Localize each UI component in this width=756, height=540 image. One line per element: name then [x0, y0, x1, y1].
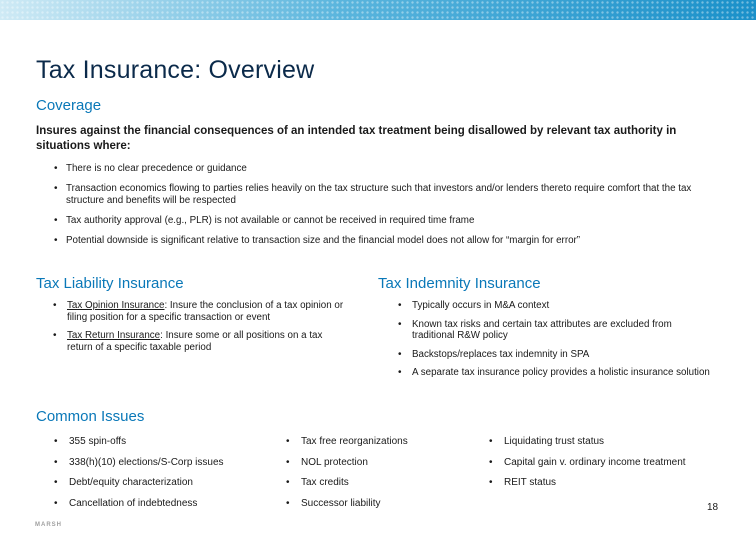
- issue-item: • Debt/equity characterization: [54, 477, 274, 498]
- page-number: 18: [707, 502, 719, 513]
- coverage-intro: Insures against the financial consequences of an intended tax treatment being disallowed by relevant tax authority in situations where:: [36, 125, 677, 152]
- coverage-bullets: [54, 163, 714, 255]
- tax-liability-heading: Tax Liability Insurance: [36, 275, 184, 292]
- coverage-bullet: • Transaction economics flowing to parties relies heavily on the tax structure such that investors and/or lenders thereto require comfort that the tax structure and benefits will be respected: [54, 183, 714, 207]
- band-pattern: [0, 0, 756, 20]
- issue-item: • 338(h)(10) elections/S-Corp issues: [54, 457, 274, 478]
- marsh-logo: MARSH: [35, 522, 62, 528]
- tax-indemnity-item: • A separate tax insurance policy provides a holistic insurance solution: [395, 367, 715, 379]
- common-issues-heading: Common Issues: [36, 408, 145, 425]
- issue-item: • Liquidating trust status: [489, 436, 739, 457]
- issue-item: • 355 spin-offs: [54, 436, 274, 457]
- coverage-heading: Coverage: [36, 97, 102, 114]
- tax-return-text: : Insure some or all positions on a tax return of a specific taxable period: [67, 330, 323, 353]
- issue-item: • Cancellation of indebtedness: [54, 498, 274, 519]
- coverage-bullet: • Potential downside is significant relative to transaction size and the financial model does not allow for “margin for error”: [54, 235, 714, 247]
- tax-opinion-text: : Insure the conclusion of a tax opinion or filing position for a specific transaction or event: [67, 300, 344, 323]
- tax-indemnity-heading: Tax Indemnity Insurance: [378, 275, 541, 292]
- page-title: Tax Insurance: Overview: [36, 56, 315, 84]
- tax-indemnity-item: • Known tax risks and certain tax attributes are excluded from traditional R&W policy: [395, 319, 715, 342]
- issues-column-2: [286, 436, 476, 518]
- issue-item: • NOL protection: [286, 457, 476, 478]
- coverage-bullet: • There is no clear precedence or guidance: [54, 163, 714, 175]
- issue-item: • Capital gain v. ordinary income treatment: [489, 457, 739, 478]
- issue-item: • Tax free reorganizations: [286, 436, 476, 457]
- tax-indemnity-item: • Typically occurs in M&A context: [395, 300, 715, 312]
- tax-indemnity-item: • Backstops/replaces tax indemnity in SPA: [395, 349, 715, 361]
- tax-liability-list: [50, 300, 350, 360]
- issue-item: • REIT status: [489, 477, 739, 498]
- tax-liability-item: [50, 330, 350, 353]
- issue-item: • Successor liability: [286, 498, 476, 519]
- tax-opinion-term: Tax Opinion Insurance: [67, 300, 165, 311]
- tax-return-term: Tax Return Insurance: [67, 330, 161, 341]
- issues-column-3: [489, 436, 739, 498]
- coverage-bullet: • Tax authority approval (e.g., PLR) is not available or cannot be received in required time frame: [54, 215, 714, 227]
- tax-liability-item: [50, 300, 350, 323]
- tax-indemnity-list: [395, 300, 715, 386]
- issues-column-1: [54, 436, 274, 518]
- header-band: [0, 0, 756, 20]
- issue-item: • Tax credits: [286, 477, 476, 498]
